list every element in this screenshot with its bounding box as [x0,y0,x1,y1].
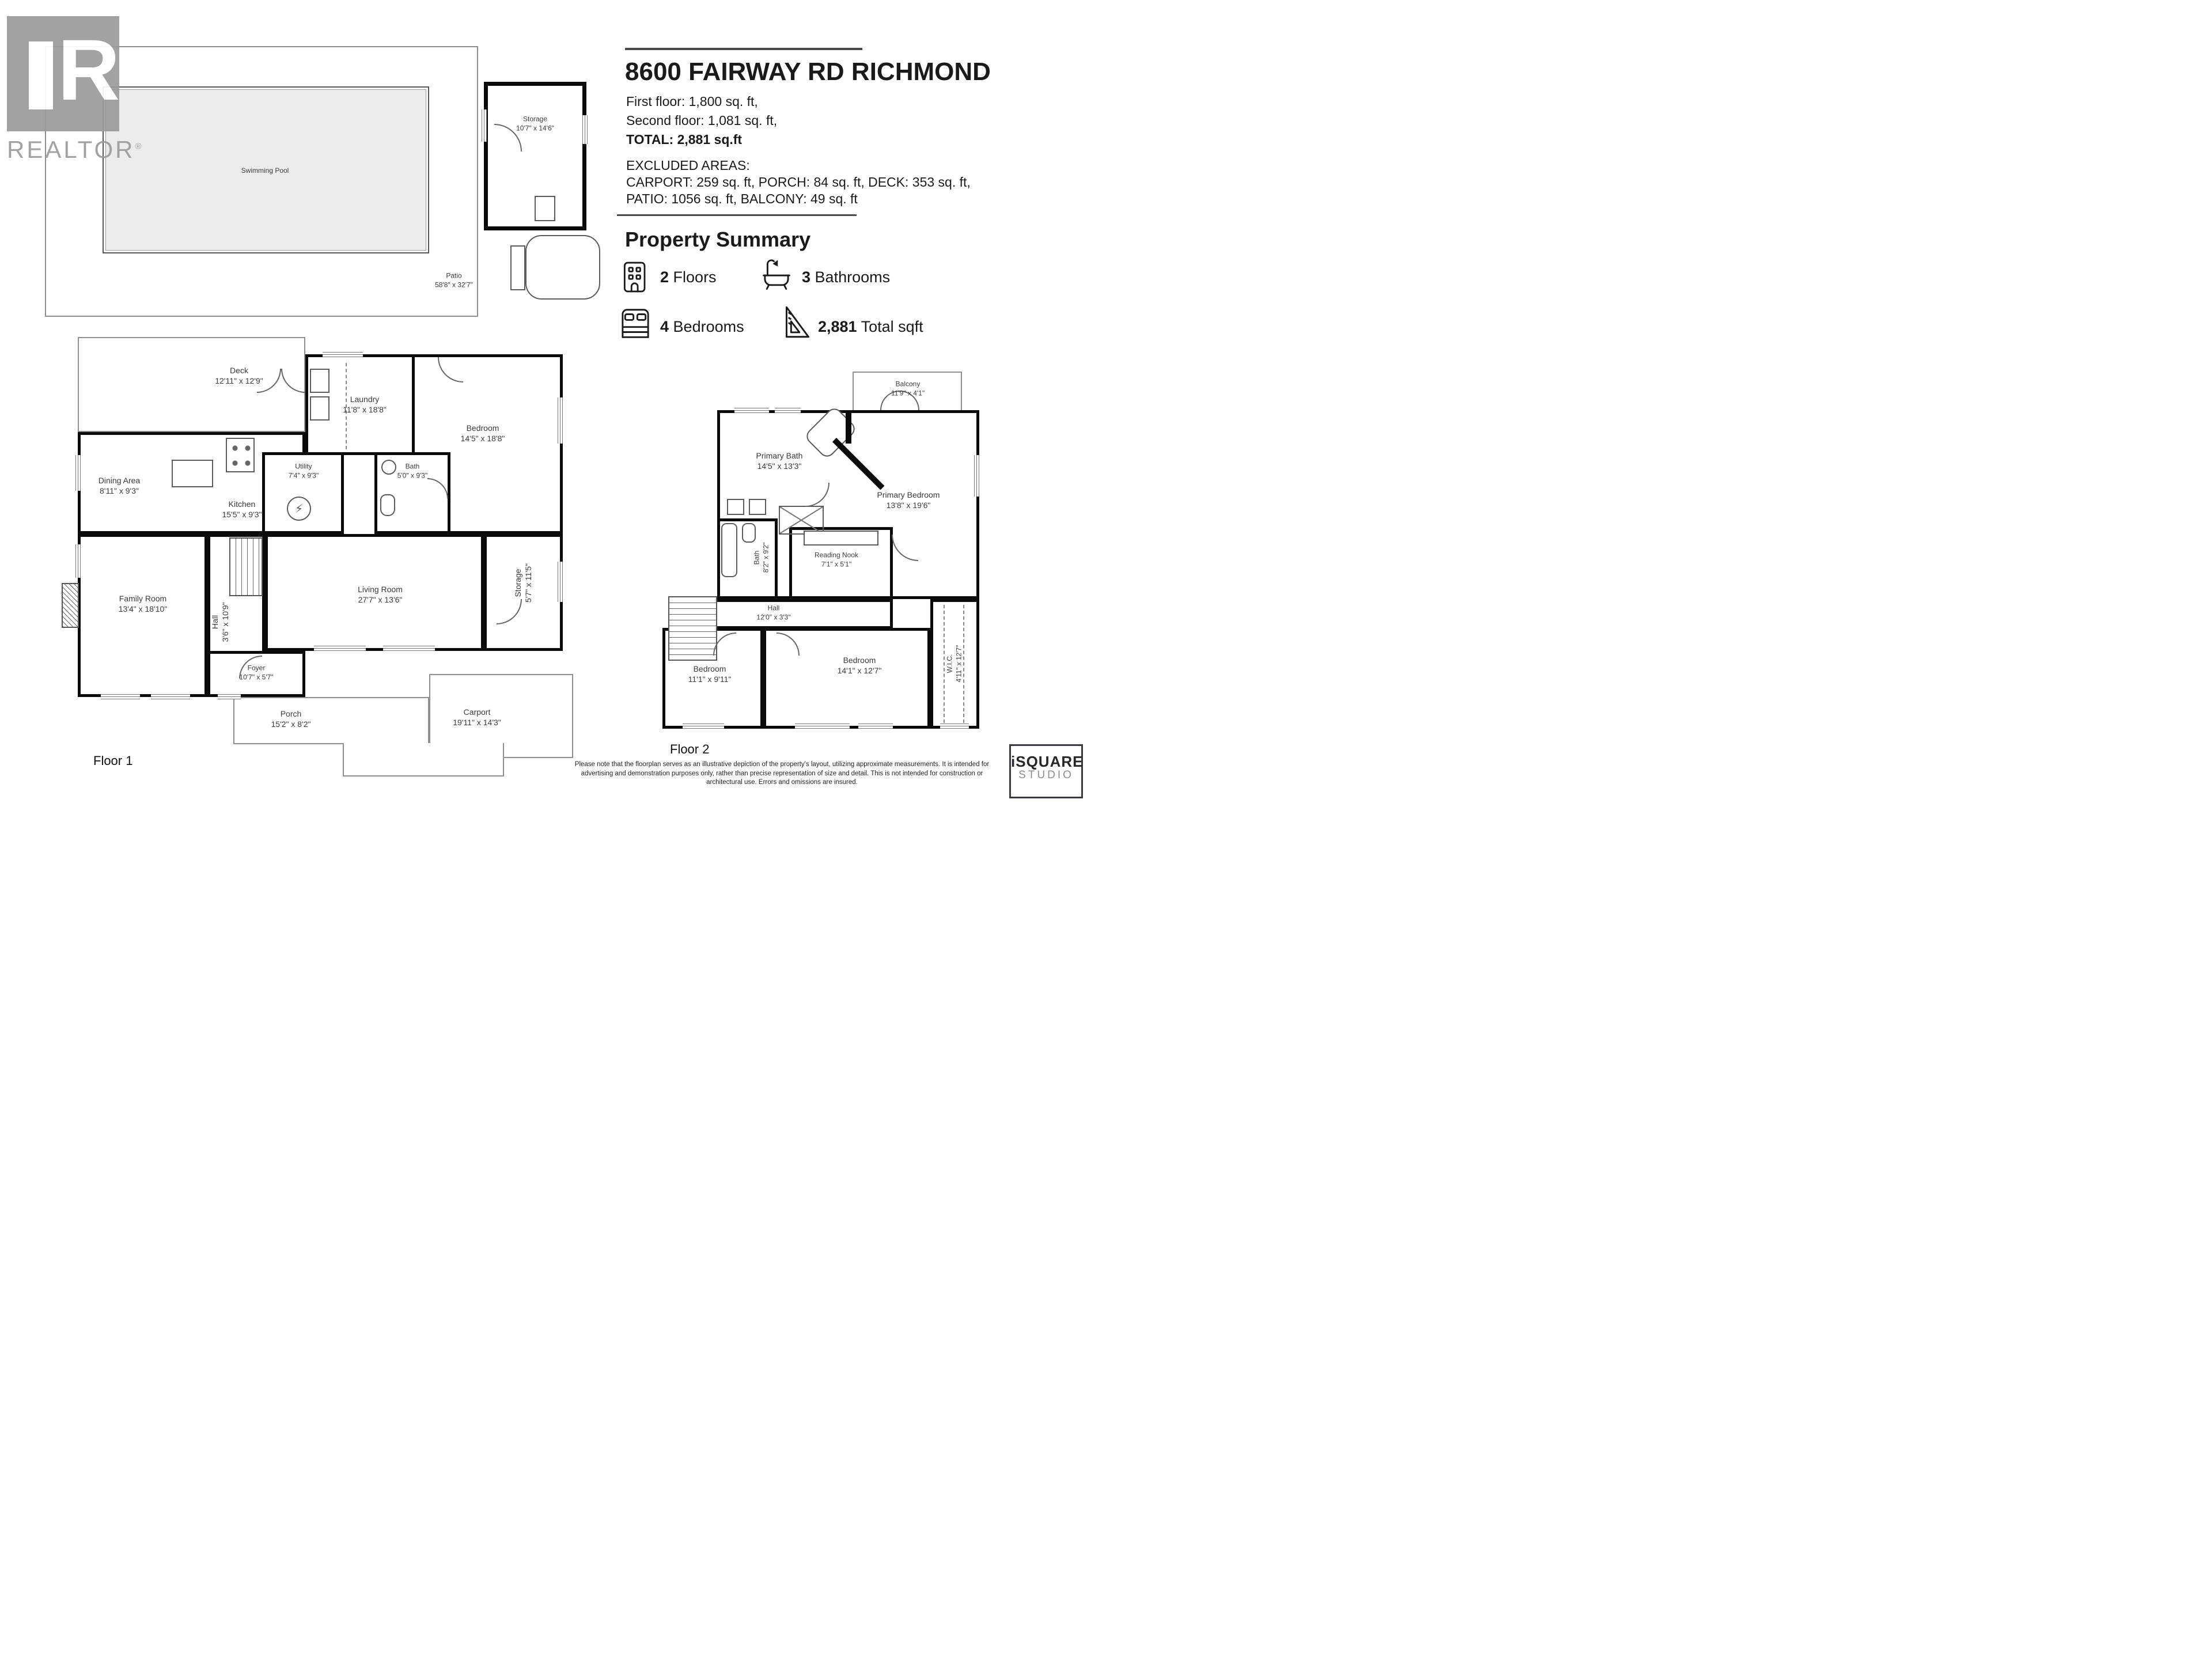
toilet-shape [742,523,756,543]
window-marker [974,455,979,497]
room-label-storage-outbuilding: Storage 10'7" x 14'6" [516,115,554,132]
realtor-logo-r: R [58,21,120,118]
window-marker [558,397,563,444]
window-marker [75,455,81,491]
interior-wall [846,410,851,444]
room-label-kitchen: Kitchen 15'5" x 9'3" [222,499,262,519]
hall-f2 [691,599,893,629]
total-area: TOTAL: 2,881 sq.ft [626,132,743,147]
excluded-areas-line2: PATIO: 1056 sq. ft, BALCONY: 49 sq. ft [626,191,858,206]
room-label-family: Family Room 13'4" x 18'10" [118,593,168,613]
vanity-sink-shape [749,499,766,515]
hot-tub-shape [525,235,600,300]
realtor-wordmark: REALTOR® [7,136,144,163]
excluded-areas-line1: CARPORT: 259 sq. ft, PORCH: 84 sq. ft, DECK: 353 sq. ft, [626,175,971,190]
driveway-outline [343,743,504,777]
porch [233,697,429,744]
floors-stat: 2 Floors [660,268,717,286]
window-marker [151,694,190,699]
room-label-primary-bedroom: Primary Bedroom 13'8" x 19'6" [877,490,940,510]
tub-shape [721,523,737,577]
room-label-bedroom-f1: Bedroom 14'5" x 18'8" [460,423,505,443]
room-label-dining: Dining Area 8'11" x 9'3" [98,475,141,495]
window-marker [482,109,487,142]
window-marker [775,408,801,413]
bathtub-icon [760,256,793,297]
window-seat-shape [804,531,878,546]
realtor-logo-bar [29,41,53,109]
disclaimer-text: Please note that the floorplan serves as an illustrative depiction of the property's layout, utilizing approximate measurements. It is intended for advertising and demonstration purposes only, rather than precise representation of size and detail. This is not intended for construction or architectural use. Errors and omissions are insured. [574,761,990,786]
window-marker [101,694,140,699]
kitchen-island-shape [172,460,213,487]
floorplan-page [0,0,1106,830]
room-label-living: Living Room 27'7" x 13'6" [358,584,403,604]
window-marker [795,724,850,729]
room-label-hall-f1: Hall 3'6" x 10'9" [210,602,230,642]
bed-icon [619,305,652,344]
dryer-shape [310,396,329,421]
toilet-shape [380,494,395,516]
room-label-utility: Utility 7'4" x 9'3" [288,462,319,479]
excluded-areas-title: EXCLUDED AREAS: [626,158,750,173]
room-label-patio: Patio 58'8" x 32'7" [435,271,473,289]
room-label-bath-f1: Bath 5'0" x 9'3" [397,462,428,479]
room-label-hall-f2: Hall 12'0" x 3'3" [756,604,791,621]
bathrooms-stat: 3 Bathrooms [802,268,891,286]
window-marker [940,724,969,729]
window-marker [558,562,563,602]
fireplace-shape [62,583,79,628]
property-summary-title: Property Summary [625,228,811,251]
room-label-porch: Porch 15'2" x 8'2" [271,709,311,729]
window-marker [582,115,588,144]
window-marker [383,646,435,651]
hot-tub-bench [510,245,525,290]
room-label-bedroom-f2-small: Bedroom 11'1" x 9'11" [688,664,732,684]
window-marker [858,724,893,729]
realtor-logo-mark [7,16,119,131]
family-room [78,534,207,697]
set-square-icon [779,303,811,344]
room-label-balcony: Balcony 11'9" x 4'1" [891,380,925,397]
window-marker [734,408,769,413]
window-marker [314,646,366,651]
staircase-f2 [668,596,717,661]
room-label-bath-f2: Bath 8'2" x 9'2" [752,542,770,573]
isquare-studio-logo [1009,744,1083,798]
room-label-foyer: Foyer 10'7" x 5'7" [239,664,274,681]
first-floor-area: First floor: 1,800 sq. ft, [626,94,758,109]
furnace-shape: ⚡ [287,497,311,521]
isquare-logo-line1: iSQUARE [1011,753,1084,770]
window-marker [75,544,81,578]
room-label-carport: Carport 19'11" x 14'3" [453,707,501,727]
divider-top [625,48,862,50]
staircase-f1 [229,537,263,596]
room-label-swimming-pool: Swimming Pool [241,166,289,175]
room-label-primary-bath: Primary Bath 14'5" x 13'3" [756,450,803,471]
floor2-title: Floor 2 [670,742,710,756]
room-label-laundry: Laundry 11'8" x 18'8" [343,394,387,414]
window-marker [218,694,241,699]
room-label-storage-f1: Storage 5'7" x 11'5" [513,563,533,603]
window-marker [323,352,363,357]
stove-shape [226,438,255,472]
floor1-title: Floor 1 [93,753,133,768]
room-label-bedroom-f2-large: Bedroom 14'1" x 12'7" [837,655,882,675]
washer-shape [310,369,329,393]
shelf-shape [535,196,555,221]
closet-dashed-line [944,605,945,723]
room-label-reading-nook: Reading Nook 7'1" x 5'1" [814,551,859,568]
window-marker [683,724,724,729]
realtor-logo [7,16,144,164]
second-floor-area: Second floor: 1,081 sq. ft, [626,113,778,128]
vanity-sink-shape [727,499,744,515]
room-label-wic: W.I.C. 4'11" x 12'7" [945,645,963,683]
room-label-deck: Deck 12'11" x 12'9" [215,365,263,385]
bedrooms-stat: 4 Bedrooms [660,318,744,335]
building-icon [622,260,652,297]
divider-middle [617,214,857,216]
sink-shape [381,460,396,475]
isquare-logo-line2: STUDIO [1018,769,1074,782]
page-title: 8600 FAIRWAY RD RICHMOND [625,58,991,86]
total-sqft-stat: 2,881 Total sqft [818,318,923,335]
